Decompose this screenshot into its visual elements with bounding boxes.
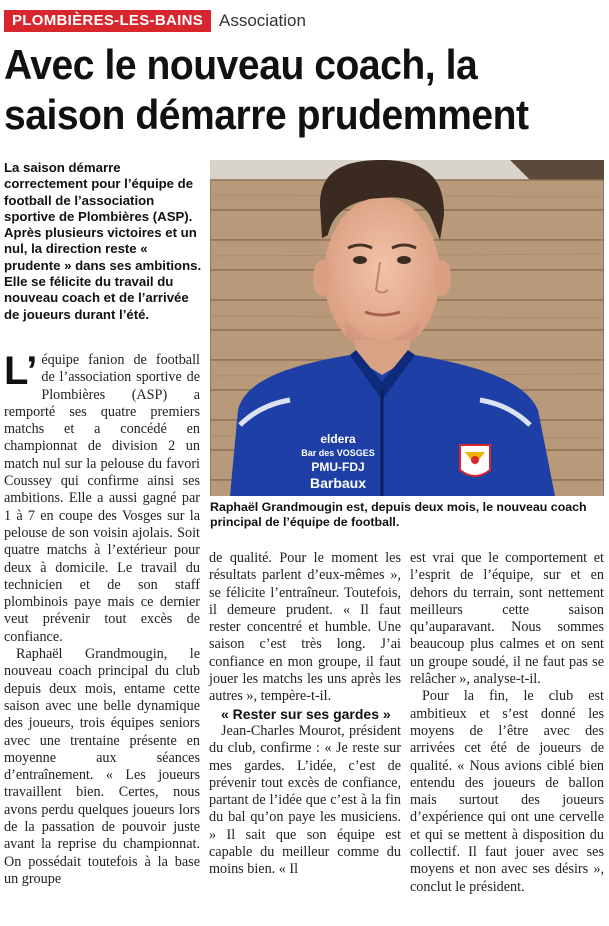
article-column-3 [410,550,604,896]
coach-photo [210,160,604,496]
headline-line-1: Avec le nouveau coach, la [4,41,478,88]
lead-paragraph: La saison démarre correctement pour l’équipe de football de l’association sportive de Plombières (ASP). Après plusieurs victoires et un nul, la direction reste « prudente » dans ses ambitions. Elle se félicite du travail du nouveau coach et de l’arrivée de joueurs durant l’été. [4,160,202,322]
club-crest-icon [460,445,490,476]
sponsor-barbaux: Barbaux [309,475,367,491]
article-paragraph-2: Raphaël Grandmougin, le nouveau coach principal du club depuis deux mois, entame cette saison avec une belle dynamique des joueurs, trois équipes seniors avec une trentaine présente en moyenne aux séances d’entraînement. « Les joueurs travaillent bien. Certes, nous avons perdu quelques joueurs lors de la passation de pouvoir juste avant la reprise du championnat. On possédait toutefois à la base un groupe [4,646,200,887]
kicker [4,10,306,32]
article-paragraph-3-cont: est vrai que le comportement et l’esprit de l’équipe, sur et en dehors du terrain, sont nettement meilleurs cette saison qu’auparavant. Nous sommes beaucoup plus calmes et on sent un groupe soudé, il ne faut pas se relâcher », analyse-t-il. [410,550,604,688]
sponsor-pmu-fdj: PMU-FDJ [311,460,365,474]
article-paragraph-3: Jean-Charles Mourot, président du club, confirme : « Je reste sur mes gardes. L’idée, c’est de prévenir tout excès de confiance, partant de l’idée que c’est à la fin du bal qu’on paye les musiciens. » Il sait que son équipe est capable du meilleur comme du moins bien. « Il [209,722,401,878]
article-paragraph-1 [4,349,200,646]
headline [4,40,564,140]
article-column-1 [4,349,200,888]
article-paragraph-4: Pour la fin, le club est ambitieux et s’est donné les moyens de l’être avec des arrivées cet été de joueurs de qualité. « Nous avions ciblé bien entendu des joueurs de ballon mais surtout des joueurs d’expérience qui ont une cervelle et qui se mettent à disposition du collectif. Il faut jouer avec ses moyens et non avec ses désirs », conclut le président. [410,688,604,895]
article-subheading: « Rester sur ses gardes » [221,705,391,722]
paragraph-1-text: équipe fanion de football de l’association sportive de Plombières (ASP) a remporté ses quatre premiers matchs et a concédé en championnat de division 2 un match nul sur la pelouse du favori Coussey qui confirme ainsi ses ambitions. Elle a aussi gagné par 1 à 7 en coupe des Vosges sur la pelouse de son voisin ajolais. Soit quatre matchs à l’extérieur pour deux à domicile. Le travail du technicien et de son staff plombinois paye mais ce dernier veut prévenir tout excès de confiance. [4,352,200,645]
drop-cap: L’ [4,349,38,393]
location-tag: PLOMBIÈRES-LES-BAINS [4,10,211,32]
photo-caption: Raphaël Grandmougin est, depuis deux mois, le nouveau coach principal de l’équipe de football. [210,500,587,529]
sponsor-eldera: eldera [320,432,356,446]
sponsor-bar-des-vosges: Bar des VOSGES [301,448,375,458]
article-paragraph-2-cont: de qualité. Pour le moment les résultats parlent d’eux-mêmes », se félicite l’entraîneur. Toutefois, il demeure prudent. « Il faut rester concentré et humble. Une saison c’est très long. J’ai confiance en mon groupe, il faut jouer les matchs les uns après les autres », tempère-t-il. [209,550,401,705]
article-column-2 [209,550,401,879]
headline-line-2: saison démarre prudemment [4,91,529,138]
section-label: Association [219,11,306,30]
